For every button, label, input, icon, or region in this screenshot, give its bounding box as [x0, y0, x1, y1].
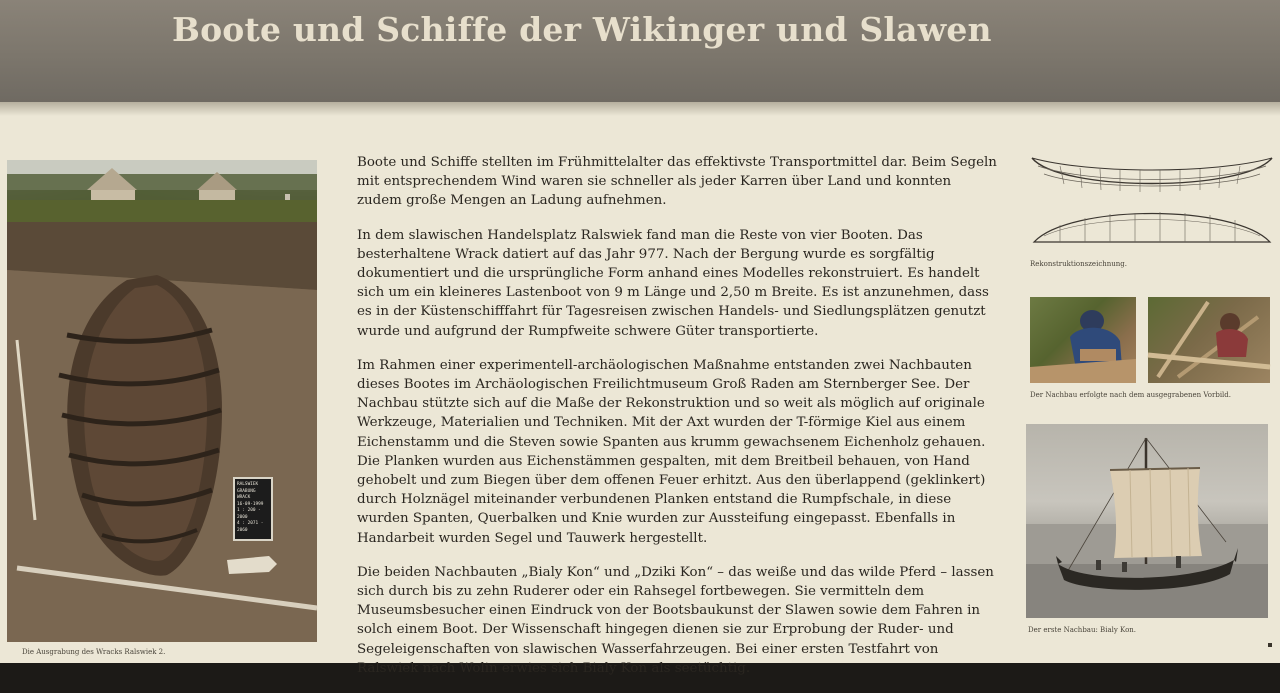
boat-photo [1026, 424, 1268, 618]
sign-line: GRABUNG [237, 488, 256, 494]
header-banner [0, 0, 1280, 102]
excavation-caption: Die Ausgrabung des Wracks Ralswiek 2. [22, 648, 166, 656]
header-shadow [0, 102, 1280, 116]
excavation-photo [7, 160, 317, 642]
drawing-caption: Rekonstruktionszeichnung. [1030, 260, 1127, 268]
paragraph: Im Rahmen einer experimentell-archäologischen Maßnahme entstanden zwei Nachbauten dieses Bootes im Archäologischen Freilichtmuseum Groß Raden am Sternberger See. Der Nachbau stützte sich auf die Maße der Rekonstruktion und so weit als möglich auf originale Werkzeuge, Materialien und Techniken. Mit der Axt wurden der T-förmige Kiel aus einem Eichenstamm und die Steven sowie Spanten aus krumm gewachsenem Eichenholz gehauen. Die Planken wurden aus Eichenstämmen gespalten, mit dem Breitbeil behauen, von Hand gehobelt und zum Biegen über dem offenen Feuer erhitzt. Aus den überlappend (geklinkert) durch Holznägel miteinander verbundenen Planken entstand die Rumpfschale, in diese wurden Spanten, Querbalken und Knie wurden zur Aussteifung eingepasst. Ebenfalls in Handarbeit wurden Segel und Tauwerk hergestellt. [357, 357, 986, 546]
reconstruction-drawing [1030, 152, 1274, 252]
sign-line: 1 : 200 - 2000 [237, 508, 261, 520]
body-text [357, 153, 997, 693]
boat-caption: Der erste Nachbau: Bialy Kon. [1028, 626, 1137, 634]
sign-line: RALSWIEK [237, 482, 259, 487]
paragraph: In dem slawischen Handelsplatz Ralswiek fand man die Reste von vier Booten. Das besterhaltene Wrack datiert auf das Jahr 977. Nach der Bergung wurde es sorgfältig dokumentiert und die ursprüngliche Form anhand eines Modelles rekonstruiert. Es handelt sich um ein kleineres Lastenboot von 9 m Länge und 2,50 m Breite. Es ist anzunehmen, dass es in der Küstenschifffahrt für Tagesreisen zwischen Handels- und Siedlungsplätzen genutzt wurde und aufgrund der Rumpfweite schwere Güter transportierte. [357, 227, 989, 339]
page-title: Boote und Schiffe der Wikinger und Slawen [172, 10, 992, 49]
excavation-photo-illustration [7, 160, 317, 642]
sign-line: 16-09-1999 [237, 501, 264, 507]
panel-corner-mark [1268, 643, 1272, 647]
boatbuilding-caption: Der Nachbau erfolgte nach dem ausgegrabenen Vorbild. [1030, 391, 1232, 399]
excavation-sign [233, 477, 273, 541]
boatbuilding-photo-2 [1148, 297, 1270, 383]
paragraph: Die beiden Nachbauten „Bialy Kon“ und „Dziki Kon“ – das weiße und das wilde Pferd – lassen sich durch bis zu zehn Ruderer oder ein Rahsegel fortbewegen. Sie vermitteln dem Museumsbesucher einen Eindruck von der Bootsbaukunst der Slawen sowie dem Fahren in solch einem Boot. Der Wissenschaft hingegen dienen sie zur Erprobung der Ruder- und Segeleigenschaften von slawischen Wasserfahrzeugen. Bei einer ersten Testfahrt von Ralswiek nach Wolin erwies sich Bialy Kon als seetüchtig. [357, 564, 994, 676]
paragraph: Boote und Schiffe stellten im Frühmittelalter das effektivste Transportmittel dar. Beim Segeln mit entsprechendem Wind waren sie schneller als jeder Karren über Land und konnten zudem große Mengen an Ladung aufnehmen. [357, 155, 997, 209]
boatbuilding-photo-1 [1030, 297, 1136, 383]
sign-line: WRACK [237, 495, 251, 500]
sign-line: 4 : 2071 - 2060 [237, 521, 264, 533]
